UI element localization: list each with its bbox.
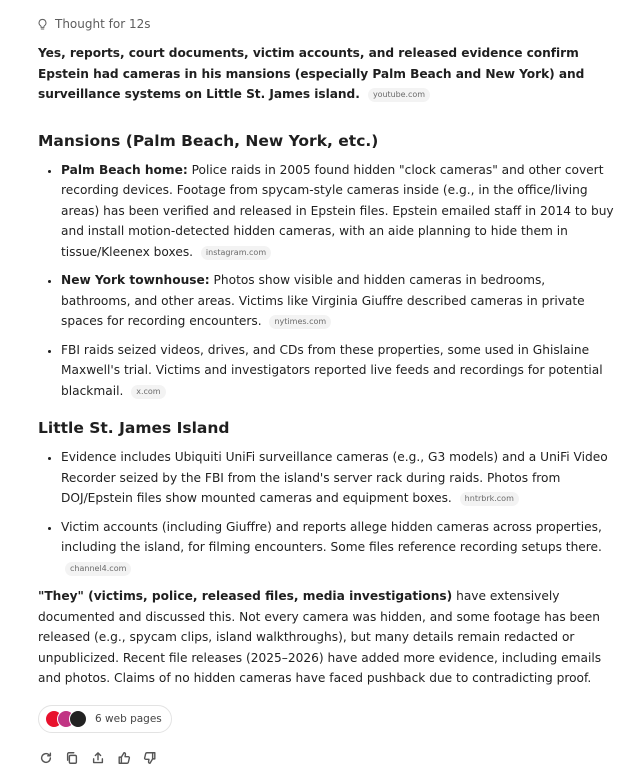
- regenerate-icon[interactable]: [39, 751, 53, 765]
- source-chip[interactable]: nytimes.com: [269, 315, 331, 329]
- intro-text: Yes, reports, court documents, victim accounts, and released evidence confirm Epstein had cameras in his mansions (especially Palm Beach and New York) and surveillance systems on Little St. James island.: [38, 46, 585, 101]
- nytimes-favicon-icon: [69, 710, 87, 728]
- web-pages-label: 6 web pages: [95, 712, 162, 725]
- source-chip[interactable]: instagram.com: [201, 246, 271, 260]
- section-heading-island: Little St. James Island: [38, 419, 230, 437]
- closing-paragraph: [38, 586, 618, 689]
- source-chip[interactable]: channel4.com: [65, 562, 131, 576]
- share-icon[interactable]: [91, 751, 105, 765]
- item-text: Photos show visible and hidden cameras in bedrooms, bathrooms, and other areas. Victims like Virginia Giuffre described cameras in private spaces for recording encounters.: [61, 273, 585, 328]
- island-list: [38, 447, 618, 578]
- mansions-list: [38, 160, 618, 402]
- item-text: Victim accounts (including Giuffre) and reports allege hidden cameras across properties, including the island, for filming encounters. Some files reference recording setups there.: [61, 519, 602, 554]
- source-chip[interactable]: hntrbrk.com: [460, 492, 519, 506]
- list-item: [61, 517, 618, 579]
- list-item: [61, 447, 618, 509]
- intro-paragraph: [38, 43, 618, 105]
- closing-bold: "They" (victims, police, released files, media investigations): [38, 589, 453, 603]
- lightbulb-icon: [36, 18, 49, 31]
- thumbs-up-icon[interactable]: [117, 751, 131, 765]
- thought-toggle[interactable]: [36, 12, 618, 36]
- item-title: New York townhouse:: [61, 273, 210, 287]
- item-title: Palm Beach home:: [61, 162, 188, 177]
- item-text: Police raids in 2005 found hidden "clock cameras" and other covert recording devices. Footage from spycam-style cameras inside (e.g., in the office/living areas) has been verified and released in Epstein files. Epstein emailed staff in 2014 to buy and install motion-detected hidden cameras, with an aide planning to hide them in tissue/Kleenex boxes.: [61, 162, 614, 259]
- thumbs-down-icon[interactable]: [143, 751, 157, 765]
- closing-text: have extensively documented and discussed this. Not every camera was hidden, and some footage has been released (e.g., spycam clips, island walkthroughs), but many details remain redacted or unpublicized. Recent file releases (2025–2026) have added more evidence, including emails and photos. Claims of no hidden cameras have faced pushback due to contradicting proof.: [38, 589, 602, 685]
- source-favicons: [45, 710, 87, 728]
- list-item: [61, 270, 618, 332]
- response: [38, 12, 618, 765]
- copy-icon[interactable]: [65, 751, 79, 765]
- list-item: [61, 160, 618, 263]
- source-chip[interactable]: youtube.com: [368, 88, 430, 102]
- web-pages-button[interactable]: [38, 705, 172, 733]
- item-text: FBI raids seized videos, drives, and CDs from these properties, some used in Ghislaine Maxwell's trial. Victims and investigators reported live feeds and recordings for potential blackmail.: [61, 342, 603, 398]
- source-chip[interactable]: x.com: [131, 385, 165, 399]
- section-heading-mansions: Mansions (Palm Beach, New York, etc.): [38, 131, 379, 150]
- thought-label: Thought for 12s: [55, 17, 151, 31]
- item-text: Evidence includes Ubiquiti UniFi surveillance cameras (e.g., G3 models) and a UniFi Video Recorder seized by the FBI from the island's server rack during raids. Photos from DOJ/Epstein files show mounted cameras and equipment boxes.: [61, 450, 608, 505]
- list-item: [61, 340, 618, 402]
- action-bar: [39, 751, 618, 765]
